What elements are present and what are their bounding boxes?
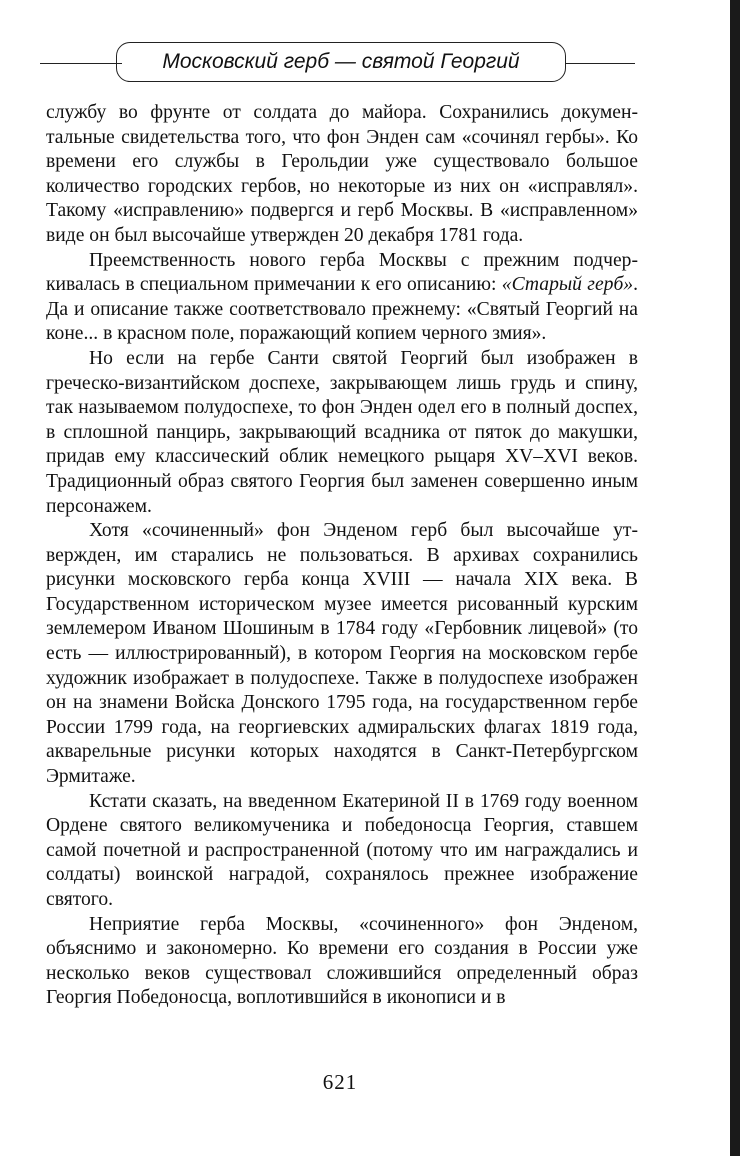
running-header xyxy=(40,42,640,86)
paragraph-5: Кстати сказать, на введенном Екатериной II в 1769 году военном Ордене святого великомученика и победоносца Георгия, ставшем самой почетной и распространенной (потому что им награждались и солдаты) воинской наградой, сохранялось прежнее изображение святого. xyxy=(46,790,638,910)
page-number: 621 xyxy=(322,1070,358,1094)
header-rule-right xyxy=(565,63,635,64)
body-text xyxy=(46,101,638,1011)
paragraph-2-italic-quote: «Старый герб» xyxy=(501,274,634,296)
page-edge-shadow xyxy=(730,0,740,1156)
paragraph-2-text-after: . Да и описание также соответствовало прежнему: «Святый Георгий на коне... в красном поле, поражающий копием черного змия». xyxy=(46,274,638,345)
running-header-title: Московский герб — святой Георгий xyxy=(162,50,520,73)
paragraph-3: Но если на гербе Санти святой Георгий был изображен в греческо-византийском доспехе, закрывающем лишь грудь и спину, так называемом полудоспехе, то фон Энден одел его в полный доспех, в сплошной панцирь, закрывающий всадника от пяток до макушки, придав ему классический облик немецкого рыцаря XV–XVI веков. Традиционный образ святого Георгия был заменен совершенно иным персонажем. xyxy=(46,347,638,517)
paragraph-1: службу во фрунте от солдата до майора. Сохранились документальные свидетельства того, что фон Энден сам «сочинял гербы». Ко времени его службы в Герольдии уже существовало большое количество городских гербов, но некоторые из них он «исправлял». Такому «исправлению» подвергся и герб Москвы. В «исправленном» виде он был высочайше утвержден 20 декабря 1781 года. xyxy=(46,102,638,246)
paragraph-2-text-before: Преемственность нового герба Москвы с прежним подчеркивалась в специальном примечании к его описанию: xyxy=(46,249,638,296)
header-rule-left xyxy=(40,63,122,64)
paragraph-6: Неприятие герба Москвы, «сочиненного» фон Энденом, объяснимо и закономерно. Ко времени его создания в России уже несколько веков существовал сложившийся определенный образ Георгия Победоносца, воплотившийся в иконописи и в xyxy=(46,913,638,1009)
paragraph-2 xyxy=(46,249,638,347)
paragraph-4: Хотя «сочиненный» фон Энденом герб был высочайше утвержден, им старались не пользоваться. В архивах сохранились рисунки московского герба конца XVIII — начала XIX века. В Государственном историческом музее имеется рисованный курским землемером Иваном Шошиным в 1784 году «Гербовник лицевой» (то есть — иллюстрированный), в котором Георгия на московском гербе художник изображает в полудоспехе. Также в полудоспехе изображен он на знамени Войска Донского 1795 года, на государственном гербе России 1799 года, на георгиевских адмиральских флагах 1819 года, акварельные рисунки которых находятся в Санкт-Петербургском Эрмитаже. xyxy=(46,520,638,788)
